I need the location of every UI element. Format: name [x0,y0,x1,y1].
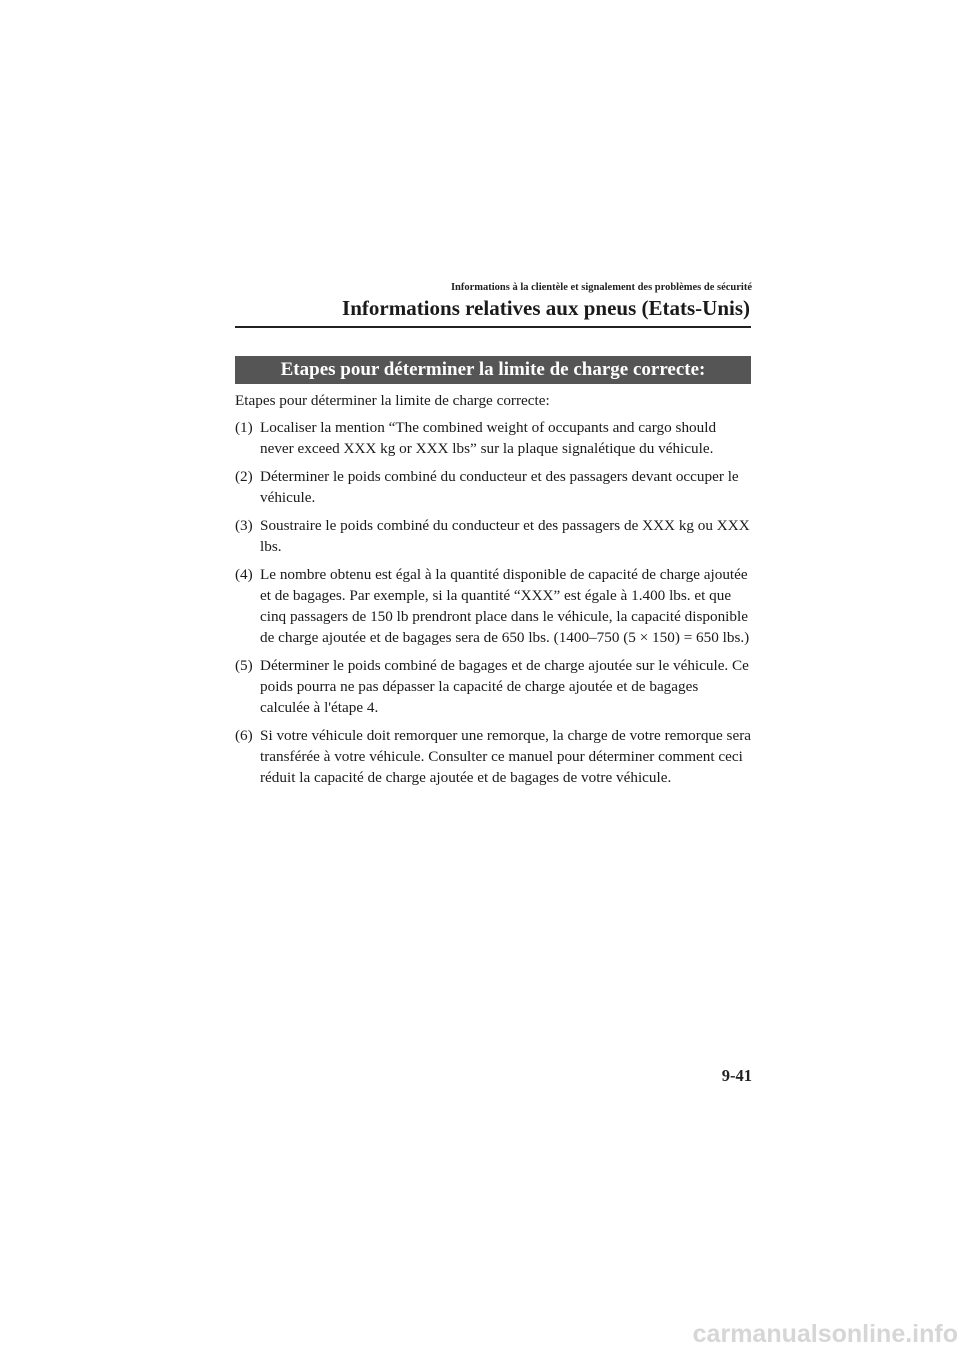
step-text: Déterminer le poids combiné du conducteur et des passagers devant occuper le véhicule. [260,468,739,506]
step-item [235,417,751,459]
page-number: 9-41 [721,1066,752,1085]
step-item [235,564,751,648]
step-number: (1) [235,419,253,436]
running-header-subtitle: Informations à la clientèle et signalement des problèmes de sécurité [450,282,752,293]
watermark-text: carmanualsonline.info [692,1320,958,1348]
step-text: Le nombre obtenu est égal à la quantité disponible de capacité de charge ajoutée et de bagages. Par exemple, si la quantité “XXX” est égale à 1.400 lbs. et que cinq passagers de 150 lb prendront place dans le véhicule, la capacité disponible de charge ajoutée et de bagages sera de 650 lbs. (1400–750 (5 × 150) = 650 lbs.) [260,566,750,646]
step-item [235,515,751,557]
step-item [235,655,751,718]
steps-list [235,417,751,788]
header-divider [235,326,751,328]
step-text: Localiser la mention “The combined weight of occupants and cargo should never exceed XXX kg or XXX lbs” sur la plaque signalétique du véhicule. [260,419,717,457]
section-heading: Etapes pour déterminer la limite de charge correcte: [235,356,751,384]
step-number: (2) [235,468,253,485]
intro-paragraph: Etapes pour déterminer la limite de charge correcte: [235,392,550,409]
running-header-title: Informations relatives aux pneus (Etats-Unis) [342,296,750,320]
step-number: (5) [235,657,253,674]
step-text: Déterminer le poids combiné de bagages et de charge ajoutée sur le véhicule. Ce poids pourra ne pas dépasser la capacité de charge ajoutée et de bagages calculée à l'étape 4. [260,657,749,716]
step-number: (4) [235,566,253,583]
step-item [235,725,751,788]
step-text: Soustraire le poids combiné du conducteur et des passagers de XXX kg ou XXX lbs. [260,517,750,555]
step-item [235,466,751,508]
step-text: Si votre véhicule doit remorquer une remorque, la charge de votre remorque sera transférée à votre véhicule. Consulter ce manuel pour déterminer comment ceci réduit la capacité de charge ajoutée et de bagages de votre véhicule. [260,727,752,786]
step-number: (6) [235,727,253,744]
section-body [235,390,751,795]
step-number: (3) [235,517,253,534]
